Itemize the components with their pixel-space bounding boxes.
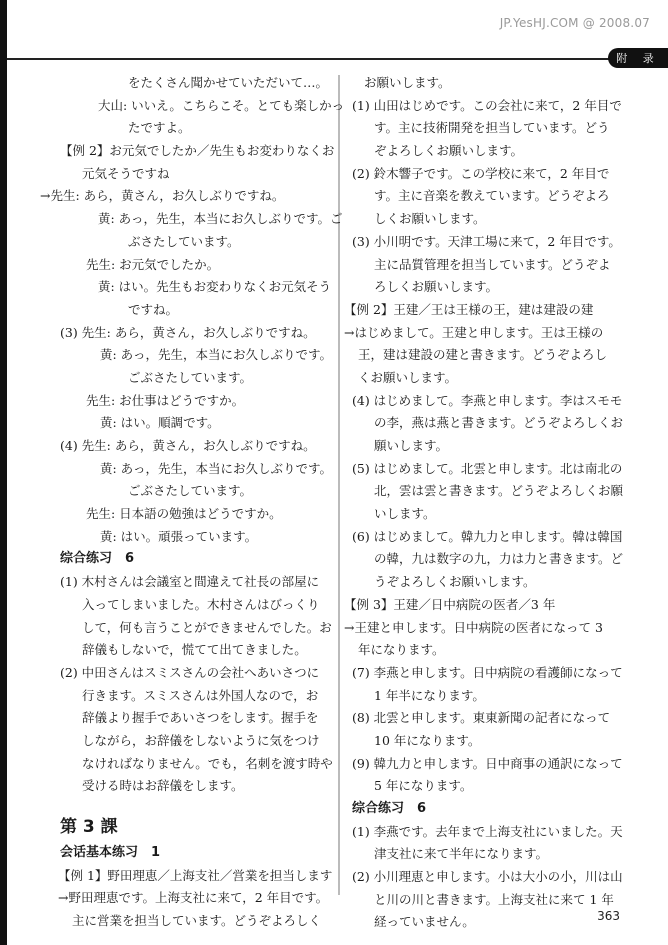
text-line: (4) はじめまして。李燕と申します。李はスモモ — [352, 392, 623, 408]
text-line: 願いします。 — [374, 438, 449, 453]
text-line: (4) 先生: あら，黄さん，お久しぶりですね。 — [60, 438, 316, 453]
right-column — [344, 72, 624, 934]
page-number: 363 — [597, 909, 620, 923]
text-line: (2) 小川理恵と申します。小は大小の小，川は山 — [352, 869, 623, 885]
exercise-block — [352, 821, 622, 934]
lesson-block — [60, 865, 332, 933]
text-line: (6) はじめまして。韓九力と申します。韓は韓国 — [352, 528, 623, 544]
exercise-block — [60, 571, 332, 798]
header-rule — [7, 58, 617, 60]
text-line: 経っていません。 — [374, 914, 475, 930]
text-line: (1) 李燕です。去年まで上海支社にいました。天 — [352, 823, 623, 839]
text-line: 【例 1】野田理恵／上海支社／営業を担当します — [58, 867, 333, 883]
left-column — [40, 72, 345, 933]
column-divider — [338, 75, 340, 895]
text-line: 5 年になります。 — [374, 778, 473, 794]
text-line: (8) 北雲と申します。東東新聞の記者になって — [352, 710, 611, 726]
text-line: なければなりません。でも，名刺を渡す時や — [82, 755, 333, 771]
text-line: 黄: はい。順調です。 — [100, 415, 220, 431]
text-line: す。主に音楽を教えています。どうぞよろ — [374, 188, 610, 204]
lesson-title: 第 3 課 — [60, 817, 118, 837]
section-tab: 附 录 — [608, 48, 668, 68]
text-line: (5) はじめまして。北雲と申します。北は南北の — [352, 460, 623, 476]
exercise-heading: 综合练习 6 — [352, 801, 427, 816]
text-line: をたくさん聞かせていただいて…。 — [128, 75, 329, 90]
text-line: →先生: あら，黄さん，お久しぶりですね。 — [40, 188, 285, 204]
text-line: 津支社に来て半年になります。 — [374, 846, 549, 862]
text-line: 受ける時はお辞儀をします。 — [82, 778, 244, 794]
text-line: 主に品質管理を担当しています。どうぞよ — [374, 256, 611, 272]
text-line: 辞儀より握手であいさつをします。握手を — [82, 710, 319, 726]
text-line: 黄: はい。先生もお変わりなくお元気そう — [98, 279, 332, 295]
text-line: 1 年半になります。 — [374, 687, 485, 703]
text-line: 北，雲は雲と書きます。どうぞよろしくお願 — [374, 483, 624, 499]
scan-edge — [0, 0, 7, 945]
text-line: しくお願いします。 — [374, 211, 486, 227]
text-line: 【例 3】王建／日中病院の医者／3 年 — [344, 596, 556, 612]
text-line: たですよ。 — [128, 120, 191, 136]
text-line: 先生: 日本語の勉強はどうですか。 — [86, 506, 282, 522]
text-line: (7) 李燕と申します。日中病院の看護師になって — [352, 664, 623, 680]
text-line: (3) 先生: あら，黄さん，お久しぶりですね。 — [60, 324, 316, 340]
text-line: 黄: はい。頑張っています。 — [100, 528, 258, 544]
text-line: 10 年になります。 — [374, 732, 481, 748]
text-line: の韓，九は数字の九，力は力と書きます。ど — [374, 551, 624, 567]
text-line: 黄: あっ，先生，本当にお久しぶりです。 — [100, 347, 333, 363]
text-line: →王建と申します。日中病院の医者になって 3 — [344, 619, 603, 635]
text-line: ろしくお願いします。 — [374, 279, 499, 295]
text-line: お願いします。 — [364, 75, 451, 90]
text-line: ごぶさたしています。 — [128, 483, 253, 499]
text-line: ぞよろしくお願いします。 — [374, 143, 524, 159]
text-line: くお願いします。 — [358, 369, 458, 385]
text-line: と川の川と書きます。上海支社に来て 1 年 — [374, 891, 614, 907]
text-line: →はじめまして。王建と申します。王は王様の — [344, 324, 604, 340]
text-line: →野田理恵です。上海支社に来て，2 年目です。 — [58, 890, 329, 906]
text-line: 【例 2】お元気でしたか／先生もお変わりなくお — [60, 143, 335, 159]
text-line: 王，建は建設の建と書きます。どうぞよろし — [358, 347, 608, 363]
text-line: (3) 小川明です。天津工場に来て，2 年目です。 — [352, 233, 621, 249]
text-line: いします。 — [374, 506, 436, 522]
text-line: して，何も言うことができませんでした。お — [82, 619, 332, 635]
text-line: しながら，お辞儀をしないように気をつけ — [82, 732, 320, 748]
text-line: 先生: お元気でしたか。 — [86, 256, 220, 272]
text-line: 先生: お仕事はどうですか。 — [86, 392, 245, 408]
text-line: 黄: あっ，先生，本当にお久しぶりです。 — [100, 460, 333, 476]
text-line: の李，燕は燕と書きます。どうぞよろしくお — [374, 415, 624, 431]
text-line: (2) 中田さんはスミスさんの会社へあいさつに — [60, 664, 320, 680]
text-line: 元気そうですね — [82, 165, 170, 181]
text-line: (1) 山田はじめです。この会社に来て，2 年目で — [352, 97, 622, 113]
text-line: ごぶさたしています。 — [128, 369, 253, 385]
text-line: 入ってしまいました。木村さんはびっくり — [82, 596, 320, 612]
text-line: ですね。 — [128, 301, 179, 317]
text-line: 行きます。スミスさんは外国人なので，お — [82, 687, 319, 703]
text-line: 【例 2】王建／王は王様の王，建は建設の建 — [344, 301, 594, 317]
text-line: 大山: いいえ。こちらこそ。とても楽しかっ — [98, 97, 345, 113]
examples-block — [344, 72, 624, 798]
text-line: ぶさたしています。 — [128, 233, 240, 249]
text-line: す。主に技術開発を担当しています。どう — [374, 120, 610, 136]
text-line: 主に営業を担当しています。どうぞよろしく — [72, 913, 322, 929]
exercise-heading: 综合练习 6 — [60, 551, 135, 567]
lesson-heading: 会话基本练习 1 — [60, 845, 161, 860]
text-line: (2) 鈴木響子です。この学校に来て，2 年目で — [352, 165, 610, 181]
watermark: JP.YesHJ.COM @ 2008.07 — [499, 16, 650, 30]
text-line: 黄: あっ，先生，本当にお久しぶりです。ご — [98, 211, 343, 227]
text-line: 辞儀もしないで，慌てて出てきました。 — [82, 642, 307, 658]
text-line: (1) 木村さんは会議室と間違えて社長の部屋に — [60, 574, 320, 590]
text-line: うぞよろしくお願いします。 — [374, 574, 536, 590]
text-line: (9) 韓九力と申します。日中商事の通訳になって — [352, 755, 623, 771]
text-line: 年になります。 — [358, 642, 445, 658]
dialogue-block — [40, 72, 345, 548]
